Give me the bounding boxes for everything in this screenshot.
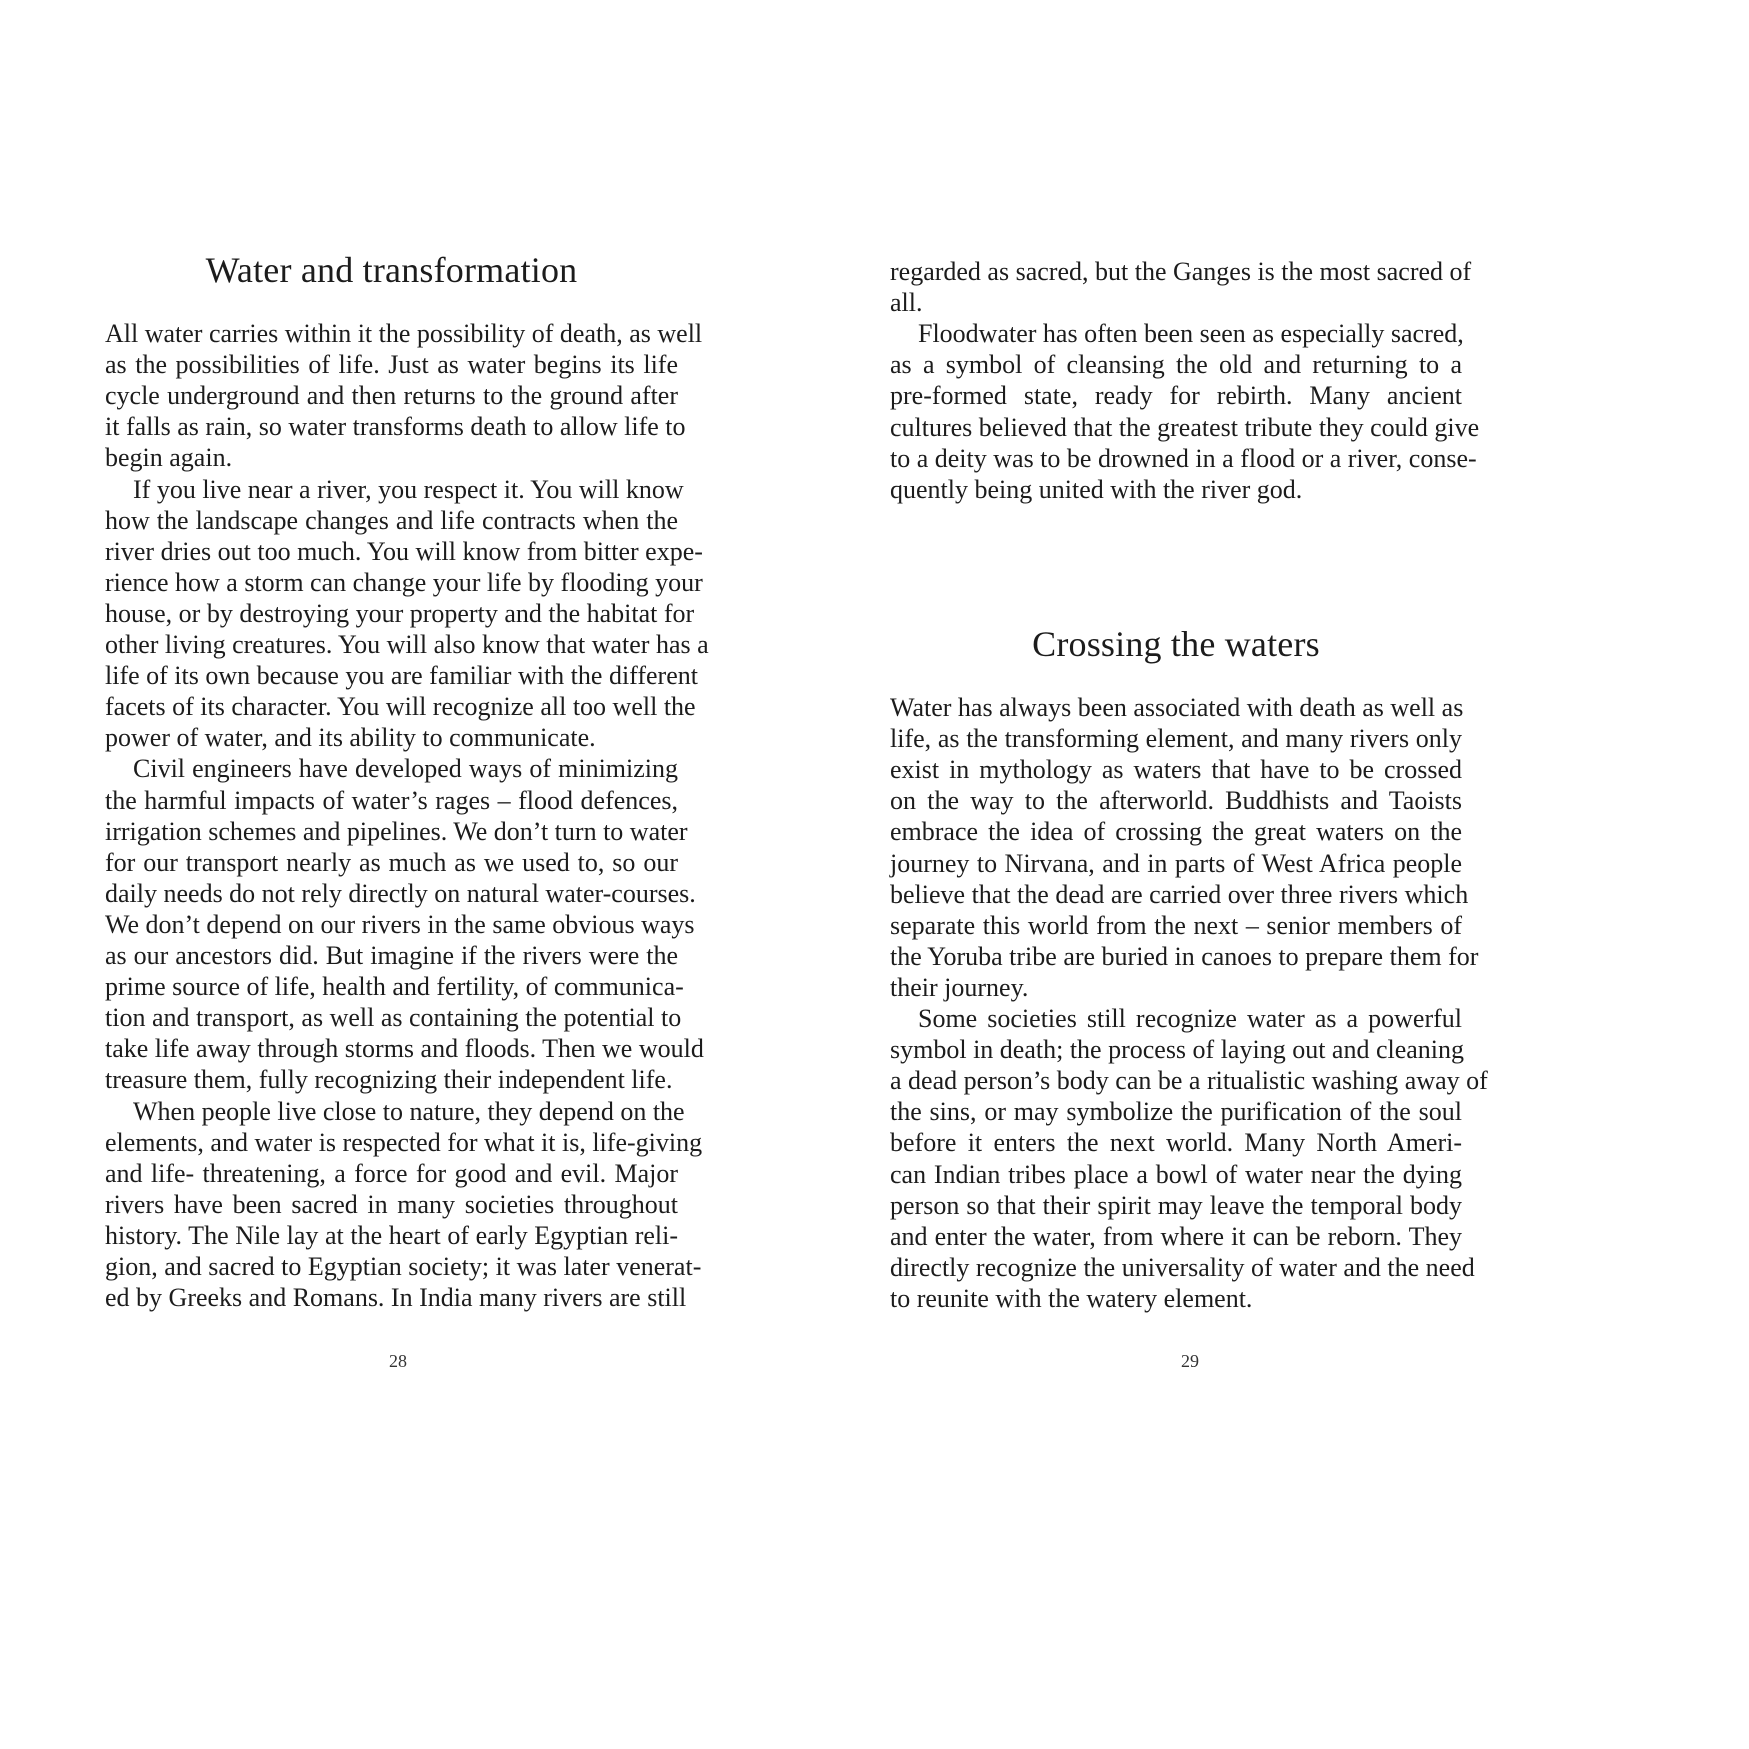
text-line: life, as the transforming element, and many rivers only [890, 724, 1462, 754]
section-heading-crossing-the-waters: Crossing the waters [1032, 624, 1320, 664]
text-line: ed by Greeks and Romans. In India many rivers are still [105, 1283, 687, 1313]
text-line: Some societies still recognize water as a powerful [918, 1004, 1462, 1033]
text-line: tion and transport, as well as containing the potential to [105, 1003, 682, 1033]
text-line: as the possibilities of life. Just as water begins its life [105, 350, 678, 380]
text-line: exist in mythology as waters that have to be crossed [890, 755, 1462, 785]
text-line: When people live close to nature, they depend on the [133, 1096, 685, 1126]
text-line: rivers have been sacred in many societies throughout [105, 1189, 678, 1219]
text-line: prime source of life, health and fertility, of communica- [105, 972, 684, 1002]
text-line: regarded as sacred, but the Ganges is the most sacred of [890, 257, 1472, 286]
text-line: cycle underground and then returns to the ground after [105, 381, 678, 411]
text-line: river dries out too much. You will know from bitter expe- [105, 536, 703, 566]
text-line: journey to Nirvana, and in parts of West Africa people [890, 848, 1462, 878]
text-line: how the landscape changes and life contracts when the [105, 505, 678, 535]
text-line: history. The Nile lay at the heart of early Egyptian reli- [105, 1220, 678, 1250]
section-heading-water-and-transformation: Water and transformation [205, 250, 578, 290]
text-line: can Indian tribes place a bowl of water near the dying [890, 1159, 1462, 1189]
text-line: embrace the idea of crossing the great waters on the [890, 817, 1462, 847]
text-line: separate this world from the next – senior members of [890, 910, 1462, 940]
text-line: If you live near a river, you respect it. You will know [133, 474, 684, 504]
text-line: take life away through storms and floods. Then we would [105, 1034, 704, 1064]
text-line: a dead person’s body can be a ritualistic washing away of [890, 1066, 1488, 1096]
text-line: quently being united with the river god. [890, 474, 1303, 504]
text-line: to reunite with the watery element. [890, 1283, 1253, 1313]
text-line: before it enters the next world. Many North Ameri- [890, 1128, 1462, 1158]
text-line: treasure them, fully recognizing their independent life. [105, 1065, 673, 1095]
text-line: person so that their spirit may leave the temporal body [890, 1190, 1462, 1220]
text-line: other living creatures. You will also know that water has a [105, 630, 709, 659]
text-line: daily needs do not rely directly on natural water-courses. [105, 878, 696, 908]
text-line: their journey. [890, 972, 1029, 1002]
right-page [875, 0, 1749, 1749]
text-line: it falls as rain, so water transforms death to allow life to [105, 412, 686, 442]
text-line: All water carries within it the possibility of death, as well [105, 319, 703, 348]
text-line: symbol in death; the process of laying out and cleaning [890, 1035, 1465, 1065]
text-line: pre-formed state, ready for rebirth. Many ancient [890, 381, 1462, 411]
text-line: irrigation schemes and pipelines. We don’t turn to water [105, 816, 688, 846]
page-number-right: 29 [1181, 1351, 1199, 1371]
text-line: elements, and water is respected for what it is, life-giving [105, 1127, 703, 1157]
text-line: begin again. [105, 443, 233, 473]
text-line: believe that the dead are carried over three rivers which [890, 879, 1469, 909]
text-line: and life- threatening, a force for good and evil. Major [105, 1158, 678, 1188]
text-line: the Yoruba tribe are buried in canoes to prepare them for [890, 941, 1479, 971]
text-line: as a symbol of cleansing the old and returning to a [890, 350, 1462, 380]
text-line: Floodwater has often been seen as especially sacred, [918, 319, 1464, 349]
text-line: all. [890, 288, 923, 318]
text-line: Water has always been associated with death as well as [890, 693, 1464, 722]
text-line: directly recognize the universality of water and the need [890, 1252, 1475, 1282]
left-page [0, 0, 874, 1749]
text-line: Civil engineers have developed ways of minimizing [133, 754, 678, 784]
text-line: to a deity was to be drowned in a flood or a river, conse- [890, 443, 1477, 473]
text-line: gion, and sacred to Egyptian society; it was later venerat- [105, 1252, 702, 1281]
text-line: cultures believed that the greatest tribute they could give [890, 412, 1480, 442]
page-number-left: 28 [389, 1351, 407, 1371]
text-line: the sins, or may symbolize the purification of the soul [890, 1097, 1462, 1127]
text-line: the harmful impacts of water’s rages – flood defences, [105, 785, 678, 815]
text-line: for our transport nearly as much as we used to, so our [105, 847, 678, 877]
text-line: facets of its character. You will recognize all too well the [105, 692, 696, 722]
text-line: as our ancestors did. But imagine if the rivers were the [105, 941, 678, 970]
text-line: rience how a storm can change your life by flooding your [105, 567, 703, 597]
text-line: house, or by destroying your property and the habitat for [105, 598, 695, 628]
text-line: and enter the water, from where it can be reborn. They [890, 1221, 1462, 1251]
text-line: on the way to the afterworld. Buddhists and Taoists [890, 786, 1462, 816]
text-line: life of its own because you are familiar with the different [105, 661, 698, 691]
text-line: We don’t depend on our rivers in the same obvious ways [105, 909, 695, 939]
text-line: power of water, and its ability to communicate. [105, 723, 596, 753]
